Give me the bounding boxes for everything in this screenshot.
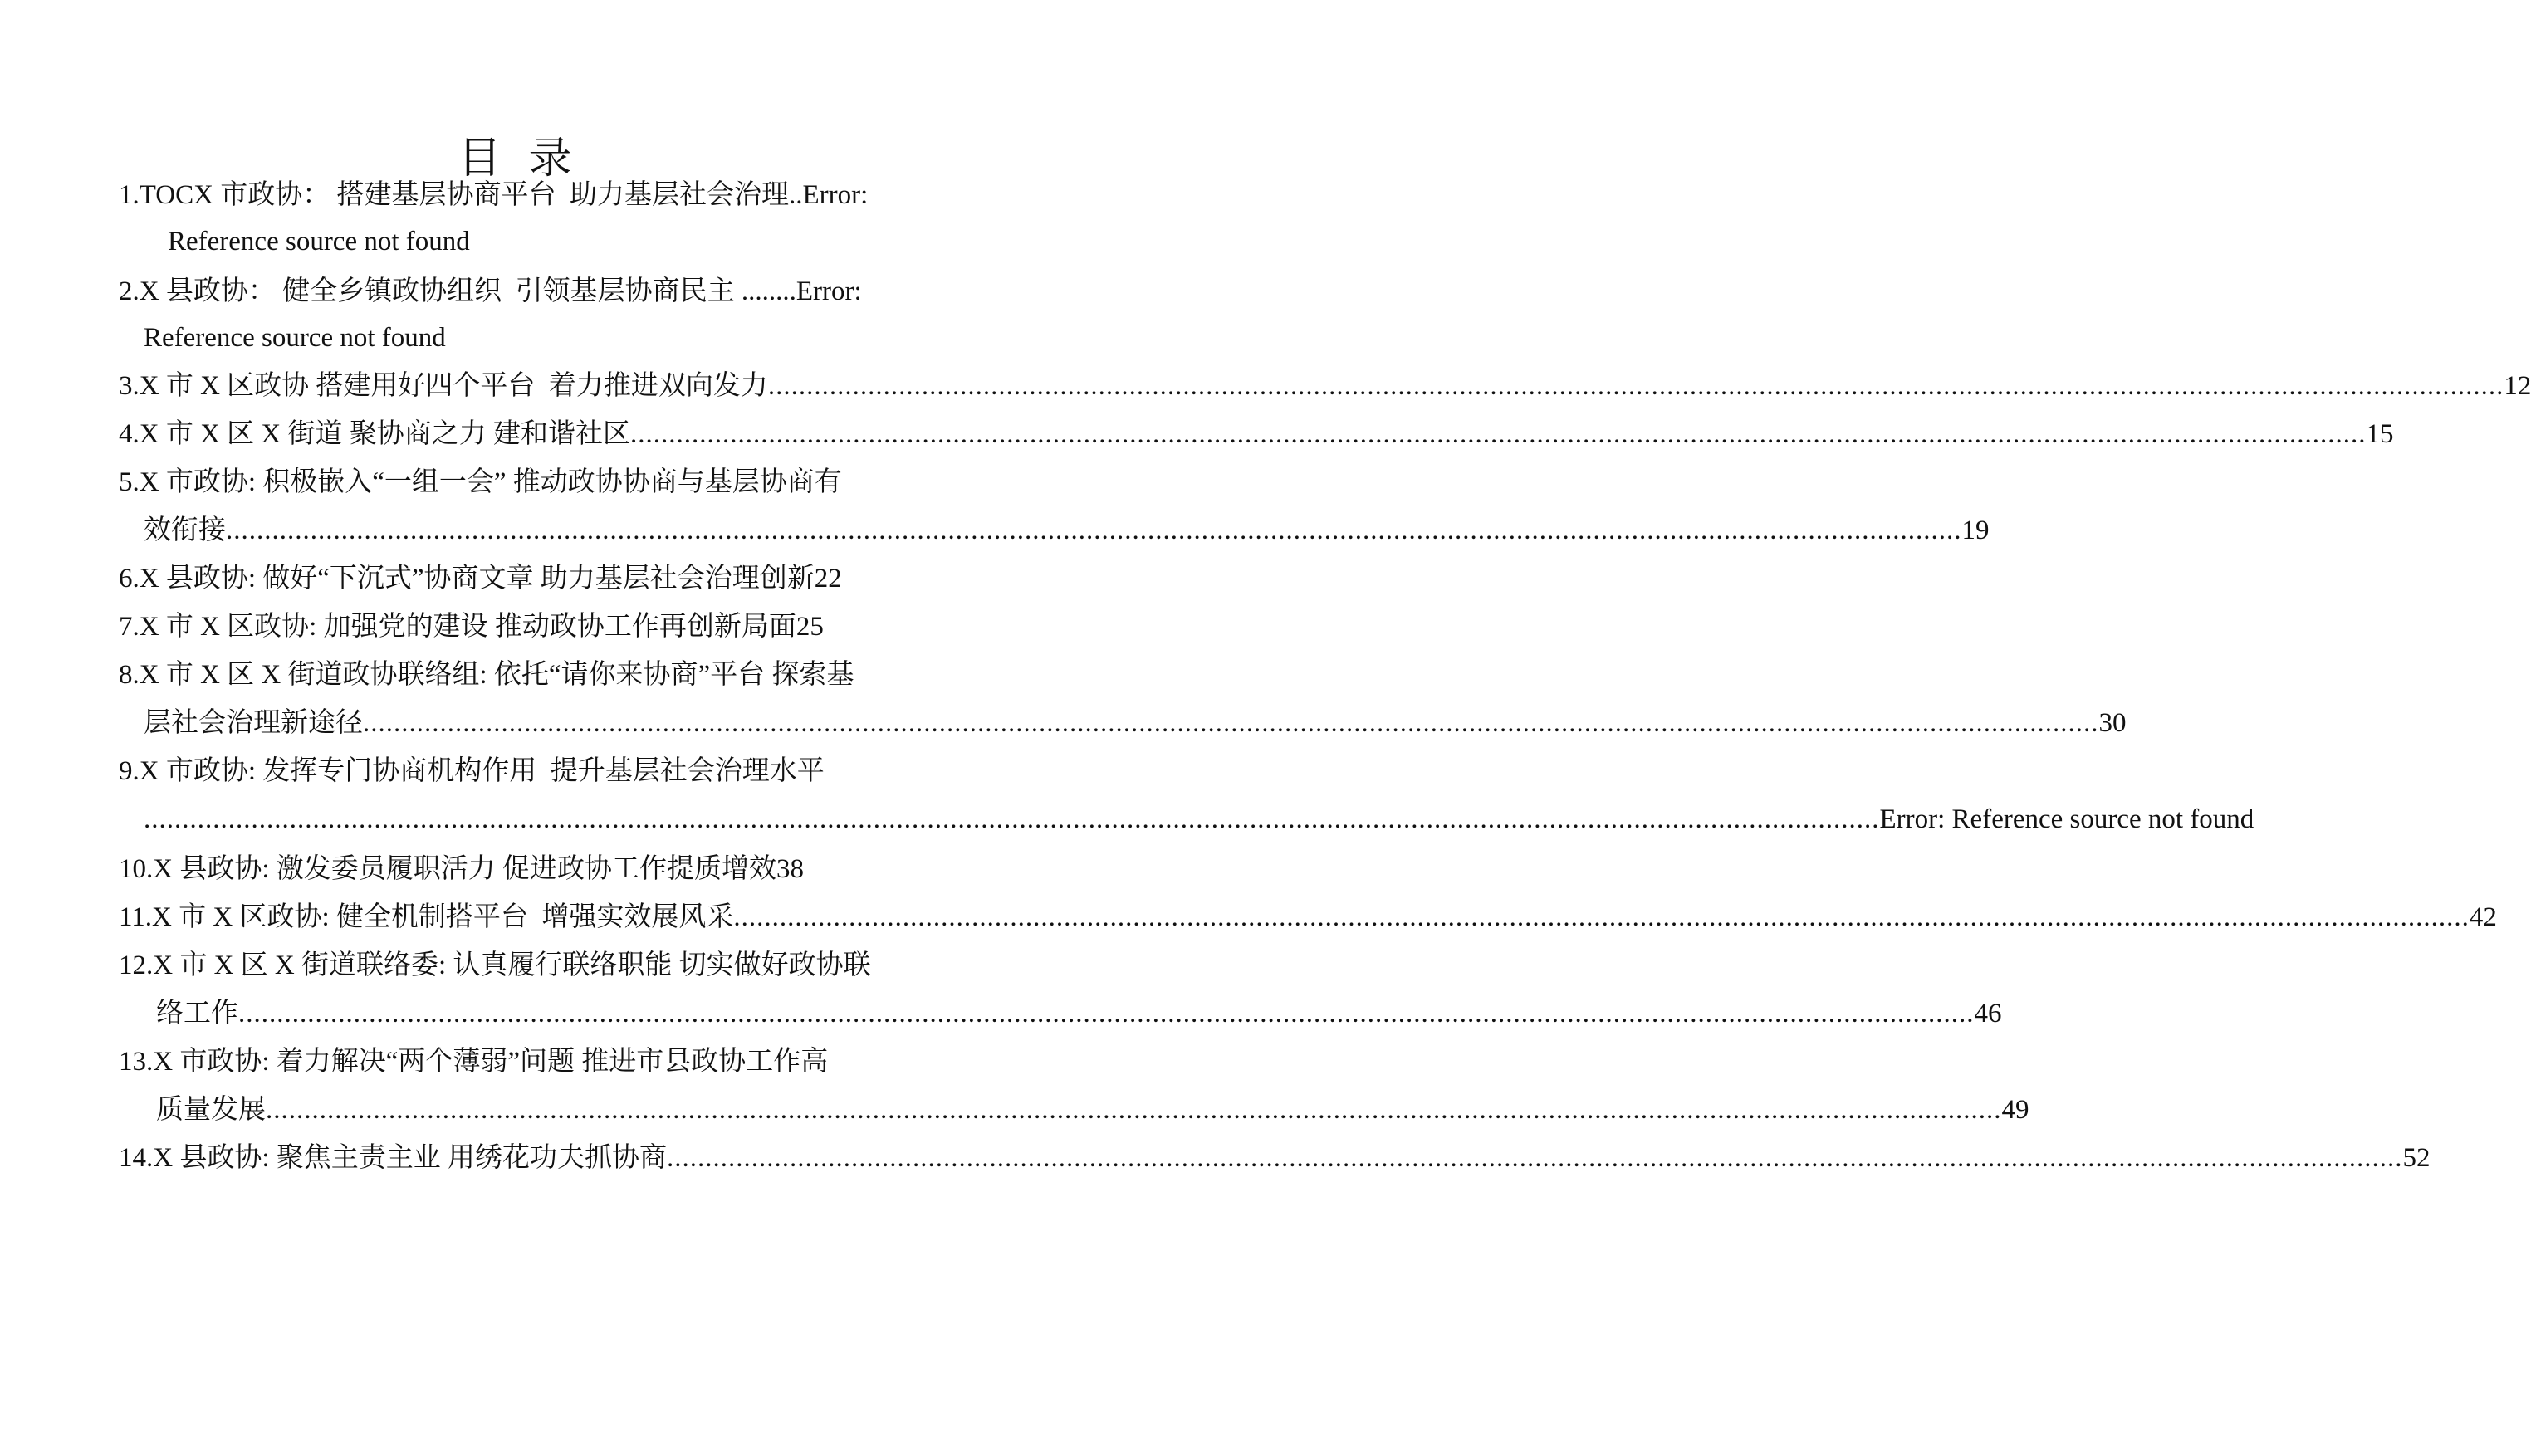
- toc-entry-text: X 市 X 区政协: 加强党的建设 推动政协工作再创新局面: [139, 612, 796, 642]
- toc-entry-8[interactable]: [119, 654, 854, 696]
- toc-entry-number: 11.: [119, 902, 153, 932]
- toc-dot-leader: [238, 993, 1975, 1034]
- toc-entry-continuation-text: 络工作: [156, 999, 238, 1028]
- toc-page-number: 15: [2366, 419, 2394, 449]
- toc-entry-number: 5.: [119, 467, 140, 497]
- toc-entry-11[interactable]: [119, 897, 2497, 938]
- toc-entry-number: 3.: [119, 371, 140, 401]
- toc-entry-12-continuation[interactable]: [156, 993, 2002, 1034]
- toc-entry-1[interactable]: [119, 174, 869, 216]
- toc-page-number: 52: [2402, 1143, 2431, 1173]
- toc-entry-number: 1.: [119, 180, 140, 210]
- toc-entry-number: 8.: [119, 660, 140, 690]
- toc-entry-number: 6.: [119, 564, 140, 594]
- toc-dot-leader: [667, 1137, 2403, 1179]
- toc-entry-text: X 市 X 区 X 街道联络委: 认真履行联络职能 切实做好政协联: [153, 950, 871, 980]
- toc-entry-13[interactable]: [119, 1041, 829, 1082]
- toc-page-number: 49: [2001, 1095, 2029, 1125]
- toc-entry-9-continuation[interactable]: [144, 799, 2254, 840]
- toc-dot-leader: [630, 413, 2367, 455]
- toc-entry-6[interactable]: [119, 558, 842, 599]
- toc-dot-leader: [768, 365, 2504, 407]
- toc-entry-text: X 市 X 区 X 街道 聚协商之力 建和谐社区: [139, 419, 630, 449]
- toc-entry-text: X 县政协: 做好“下沉式”协商文章 助力基层社会治理创新22: [139, 564, 842, 594]
- toc-entry-3[interactable]: [119, 365, 2531, 407]
- toc-entry-12[interactable]: [119, 945, 871, 986]
- toc-entry-7[interactable]: [119, 606, 824, 647]
- toc-entry-continuation-text: 效衔接: [144, 515, 226, 545]
- toc-entry-1-continuation[interactable]: [168, 221, 799, 262]
- toc-dot-leader: [733, 897, 2470, 938]
- toc-entry-number: 9.: [119, 756, 140, 786]
- toc-entry-5[interactable]: [119, 462, 842, 503]
- toc-entry-text: X 市政协: 积极嵌入“一组一会” 推动政协协商与基层协商有: [139, 467, 842, 497]
- toc-page-number: 30: [2098, 708, 2127, 738]
- toc-entry-number: 10.: [119, 854, 154, 884]
- toc-entry-text: X 县政协: 激发委员履职活力 促进政协工作提质增效: [153, 854, 776, 884]
- toc-entry-text: X 市 X 区 X 街道政协联络组: 依托“请你来协商”平台 探索基: [139, 660, 854, 690]
- toc-page-number: 25: [796, 612, 824, 642]
- toc-page-number: 38: [776, 854, 804, 884]
- toc-entry-5-continuation[interactable]: [144, 510, 1990, 551]
- toc-entry-text: X 县政协： 健全乡镇政协组织 引领基层协商民主 ........Error:: [139, 276, 862, 306]
- toc-error-reference: Error: Reference source not found: [1879, 804, 2254, 834]
- toc-entry-number: 4.: [119, 419, 140, 449]
- toc-entry-2[interactable]: [119, 271, 862, 312]
- toc-page-number: 12: [2504, 371, 2531, 401]
- toc-entry-number: 13.: [119, 1047, 154, 1077]
- toc-entry-number: 7.: [119, 612, 140, 642]
- toc-entry-continuation-text: Reference source not found: [168, 227, 470, 257]
- toc-entry-14[interactable]: [119, 1137, 2431, 1179]
- toc-entry-continuation-text: 质量发展: [156, 1095, 266, 1125]
- toc-entry-number: 12.: [119, 950, 154, 980]
- toc-entry-text: X 市 X 区政协 搭建用好四个平台 着力推进双向发力: [139, 371, 768, 401]
- toc-entry-text: X 市政协: 发挥专门协商机构作用 提升基层社会治理水平: [139, 756, 825, 786]
- toc-entry-8-continuation[interactable]: [144, 702, 2127, 744]
- toc-entry-number: 2.: [119, 276, 140, 306]
- toc-dot-leader: [266, 1089, 2002, 1131]
- toc-entry-text: TOCX 市政协： 搭建基层协商平台 助力基层社会治理..Error:: [139, 180, 869, 210]
- toc-page-number: 19: [1961, 515, 1990, 545]
- toc-page-number: 46: [1974, 999, 2002, 1028]
- toc-entry-text: X 县政协: 聚焦主责主业 用绣花功夫抓协商: [153, 1143, 667, 1173]
- toc-dot-leader: [363, 702, 2099, 744]
- toc-dot-leader: [144, 799, 1880, 840]
- toc-entry-continuation-text: Reference source not found: [144, 323, 446, 353]
- toc-entry-text: X 市 X 区政协: 健全机制搭平台 增强实效展风采: [152, 902, 734, 932]
- toc-entry-number: 14.: [119, 1143, 154, 1173]
- toc-dot-leader: [226, 510, 1962, 551]
- toc-title: 目 录: [458, 135, 580, 183]
- toc-entry-text: X 市政协: 着力解决“两个薄弱”问题 推进市县政协工作高: [153, 1047, 829, 1077]
- toc-entry-4[interactable]: [119, 413, 2394, 455]
- toc-page-number: 42: [2469, 902, 2497, 932]
- toc-entry-13-continuation[interactable]: [156, 1089, 2029, 1131]
- toc-entry-2-continuation[interactable]: [144, 317, 800, 359]
- toc-entry-10[interactable]: [119, 848, 804, 890]
- toc-entry-continuation-text: 层社会治理新途径: [144, 708, 363, 738]
- toc-entry-9[interactable]: [119, 750, 825, 792]
